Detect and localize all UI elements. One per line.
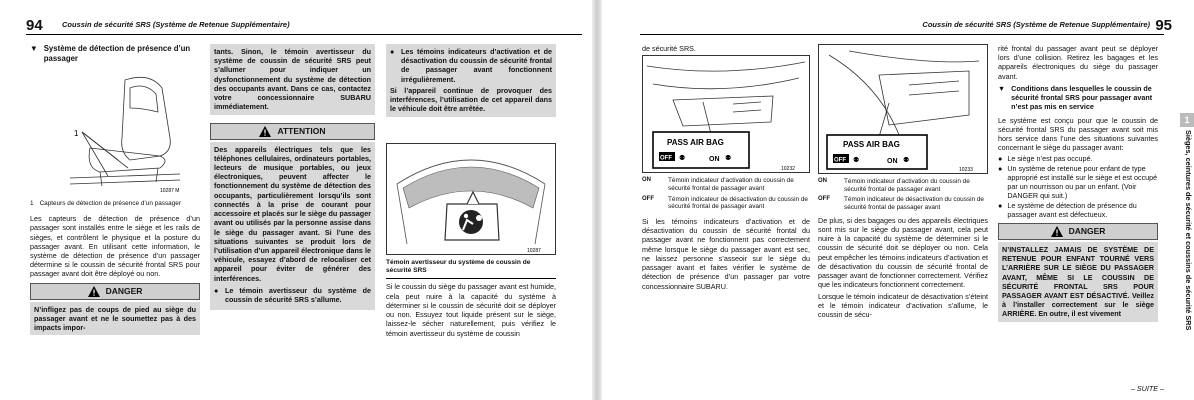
passenger-icon: ⚉ [679, 155, 686, 163]
on-indicator: ON [887, 158, 898, 165]
figure-code: 10287 M [160, 187, 180, 194]
danger-label: DANGER [105, 285, 143, 296]
figure-code: 10232 [781, 166, 795, 173]
figure-code: 10287 [527, 247, 541, 254]
body-text: Si le coussin du siège du passager avant est humide, cela peut nuire à la capacité du système à déterminer si le coussin de sécurité doit se déployer ou non. Essuyez tout liquide présent sur le siège, laissez-le sécher naturellement, puis vérifiez le témoin avertisseur du système de coussin [386, 282, 556, 338]
intro-text: de sécurité SRS. [642, 44, 696, 53]
section-title: Conditions dans lesquelles le coussin de sécurité frontal SRS pour passager avant n’est pas mis en service [1011, 83, 1153, 112]
chapter-tab: 1 [1180, 113, 1194, 127]
figure-caption [30, 200, 200, 208]
body-text: Lorsque le témoin indicateur de désactivation s’éteint et le témoin indicateur d’activation s’allume, le coussin de sécu- [818, 291, 988, 319]
attention-heading [210, 123, 375, 140]
attention-bullet: ● Les témoins indicateurs d’activation et de désactivation du coussin de sécurité frontal de passager avant fonctionnent irrégulièrement. [390, 47, 552, 84]
warning-triangle-icon [88, 286, 100, 297]
page-header-right: Coussin de sécurité SRS (Système de Retenue Supplémentaire) [922, 20, 1150, 29]
left-page [0, 0, 592, 400]
passenger-icon: ⚉ [903, 157, 910, 164]
body-text: Le système est conçu pour que le coussin de sécurité frontal SRS du passager avant soit mis hors service dans l’une des situations suivantes concernant le siège du passager avant: [998, 115, 1158, 153]
attention-label: ATTENTION [277, 125, 326, 136]
danger-heading [998, 223, 1158, 240]
list-item: ● Le siège n’est pas occupé. [998, 154, 1093, 164]
off-indicator: OFF [834, 157, 846, 164]
right-col-3 [998, 44, 1158, 322]
off-icon: OFF [642, 195, 654, 202]
right-page [602, 0, 1194, 400]
caption-off: OFF Témoin indicateur de désactivation du coussin de sécurité frontal de passager avant [818, 196, 984, 212]
dashboard-indicator-illustration [643, 56, 809, 173]
bullet-text: Le témoin avertisseur du système de coussin de sécurité SRS s’allume. [225, 285, 371, 305]
indicator-figure-1 [642, 55, 810, 173]
off-icon: OFF [818, 196, 830, 203]
body-text: Les capteurs de détection de présence d’un passager sont installés entre le siège et les rails de sièges, et contrôlent le physique et la posture du passager avant. En utilisant cette information, le système de détection de présence d’un passager détermine si le coussin de sécurité frontal SRS pour passager avant doit être déployé ou non. [30, 214, 200, 279]
figure-code: 10233 [959, 167, 973, 173]
warning-triangle-icon [1051, 226, 1063, 237]
danger-text: N’INSTALLEZ JAMAIS DE SYSTÈME DE RETENUE POUR ENFANT TOURNÉ VERS L’ARRIÈRE SUR LE SIÈGE DU PASSAGER AVANT, MÊME SI LE COUSSIN DE SÉCURITÉ FRONTAL SRS POUR PASSAGER AVANT EST DÉSACTIVÉ. Veillez à l’installer correctement sur le siège ARRIÈRE. En outre, il est vivement [998, 242, 1158, 322]
section-marker: ▼ [30, 44, 38, 53]
section-title: Système de détection de présence d’un passager [43, 44, 191, 63]
page-number-right: 95 [1155, 17, 1172, 34]
indicator-captions [818, 178, 988, 212]
caption-on: ON Témoin indicateur d’activation du coussin de sécurité frontal de passager avant [642, 177, 794, 192]
figure-callout: 1 [74, 128, 79, 138]
left-col-1 [30, 44, 200, 335]
caption-on: ON Témoin indicateur d’activation du coussin de sécurité frontal de passager avant [818, 178, 970, 193]
section-marker: ▼ [998, 83, 1006, 93]
left-col-3 [386, 44, 556, 340]
intro-text: rité frontal du passager avant peut se déployer lors d’une collision. Retirez les bagages et les appareils électroniques du siège du passager avant. [998, 44, 1158, 81]
off-indicator: OFF [660, 155, 672, 162]
indicator-figure-2 [818, 44, 988, 174]
passenger-icon: ⚉ [853, 157, 860, 164]
header-rule [26, 34, 582, 35]
section-heading [30, 44, 200, 64]
right-col-2 [818, 44, 988, 321]
caption-off: OFF Témoin indicateur de désactivation du coussin de sécurité frontal de passager avant [642, 195, 808, 211]
warning-triangle-icon [259, 126, 271, 137]
attention-closing: Si l’appareil continue de provoquer des interférences, l’utilisation de cet appareil dans le véhicule doit être arrêtée. [390, 85, 552, 114]
passenger-icon: ⚉ [725, 155, 732, 163]
seat-figure [30, 68, 200, 196]
caption-number: 1 [30, 199, 34, 207]
warning-light-figure [386, 143, 556, 255]
danger-continued: tants. Sinon, le témoin avertisseur du système de coussin de sécurité SRS peut s’allumer pour indiquer un dysfonctionnement du système de détection des occupants avant. Dans ce cas, contactez votre concessionnaire SUBARU immédiatement. [210, 44, 375, 115]
figure-caption: Témoin avertisseur du système de coussin de sécurité SRS [386, 258, 531, 274]
bullet-text: Les témoins indicateurs d’activation et de désactivation du coussin de sécurité frontal de passager avant fonctionnent irrégulièrement. [401, 47, 552, 84]
attention-box [210, 142, 375, 311]
on-indicator: ON [709, 156, 720, 164]
attention-text: Des appareils électriques tels que les téléphones cellulaires, ordinateurs portables, lecteurs de musique portables, ou jeux électroniques, peuvent affecter le fonctionnement du système de détection des occupants, particulièrement lorsqu’ils sont connectés à la prise de courant pour accessoire et placés sur le siège du passager avant ou utilisés par la personne assise dans le siège du passager avant. Si l’une des situations suivantes se produit lors de l’utilisation d’un appareil électronique dans le véhicule, essayez d’abord de relocaliser cet appareil pour éviter de générer des interférences. [214, 144, 371, 283]
danger-heading [30, 283, 200, 300]
dashboard-indicator-illustration [819, 45, 987, 174]
instrument-cluster-illustration [387, 144, 555, 255]
pass-air-bag-label: PASS AIR BAG [667, 138, 724, 148]
continued-marker: – SUITE – [1130, 383, 1164, 393]
page-header-left: Coussin de sécurité SRS (Système de Retenue Supplémentaire) [62, 20, 290, 29]
list-item: ● Un système de retenue pour enfant de type approprié est installé sur le siège et est occupé par un nourrisson ou par un enfant. (Voir DANGER qui suit.) [998, 163, 1158, 201]
chapter-side-title: Sièges, ceintures de sécurité et coussins de sécurité SRS [1184, 130, 1193, 331]
attention-bullet: ● Le témoin avertisseur du système de coussin de sécurité SRS s’allume. [214, 285, 371, 305]
indicator-captions [642, 177, 810, 211]
on-icon: ON [642, 177, 651, 184]
section-heading [998, 84, 1158, 112]
header-rule [640, 34, 1164, 35]
attention-continued [386, 44, 556, 117]
body-text: Si les témoins indicateurs d’activation et de désactivation du coussin de sécurité frontal du passager avant ne fonctionnent pas correctement même lorsque le siège du passager avant est sec, ne laissez personne s’asseoir sur le siège du passager avant et faites vérifier le système de détection de présence d’un passager par votre concessionnaire SUBARU. [642, 216, 810, 291]
pass-air-bag-label: PASS AIR BAG [843, 140, 900, 149]
danger-text: N’infligez pas de coups de pied au siège du passager avant et ne le soumettez pas à des impacts impor- [30, 302, 200, 336]
right-col-1 [642, 44, 810, 293]
danger-label: DANGER [1068, 226, 1106, 236]
page-number-left: 94 [26, 17, 43, 34]
body-text: De plus, si des bagages ou des appareils électriques sont mis sur le siège du passager avant, cela peut nuire à la capacité du système de déterminer si le coussin de sécurité doit se déployer ou non. Cela peut empêcher les témoins indicateurs d’activation et de désactivation du coussin de sécurité frontal de passager avant de fonctionner correctement. Vérifiez que les indicateurs fonctionnent correctement. [818, 215, 988, 290]
left-col-2 [210, 44, 375, 310]
seat-illustration [30, 68, 200, 196]
book-gutter [592, 0, 602, 400]
caption-text: Capteurs de détection de présence d’un passager [39, 199, 181, 207]
list-item: ● Le système de détection de présence du passager avant est défectueux. [998, 200, 1137, 219]
on-icon: ON [818, 178, 827, 184]
